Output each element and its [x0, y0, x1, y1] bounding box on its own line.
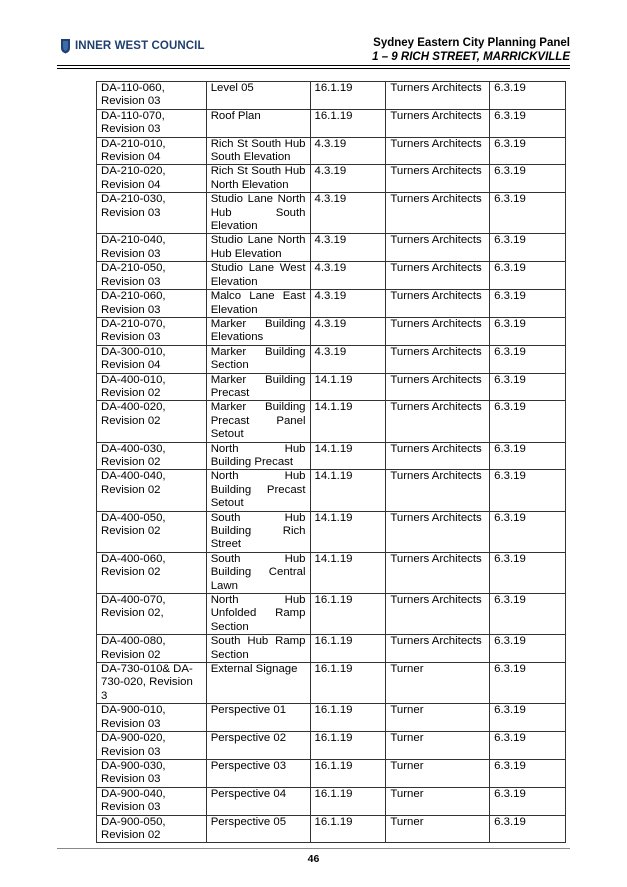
table-row — [97, 732, 566, 760]
plan-number-cell: DA-400-050, Revision 02 — [97, 511, 207, 552]
received-date-cell: 6.3.19 — [490, 704, 566, 732]
received-date-cell: 6.3.19 — [490, 552, 566, 593]
plan-number-cell: DA-900-030, Revision 03 — [97, 759, 207, 787]
received-date-cell: 6.3.19 — [490, 787, 566, 815]
plan-number-cell: DA-110-070, Revision 03 — [97, 109, 207, 137]
plan-date-cell: 14.1.19 — [310, 373, 386, 401]
plan-number-cell: DA-400-070, Revision 02, — [97, 594, 207, 635]
plan-title-cell: Rich St South Hub South Elevation — [206, 137, 310, 165]
table-row — [97, 401, 566, 442]
plan-title-cell: South Hub Building Central Lawn — [206, 552, 310, 593]
author-cell: Turners Architects — [386, 635, 490, 663]
plan-number-cell: DA-210-010, Revision 04 — [97, 137, 207, 165]
received-date-cell: 6.3.19 — [490, 470, 566, 511]
plan-date-cell: 4.3.19 — [310, 317, 386, 345]
table-row — [97, 552, 566, 593]
received-date-cell: 6.3.19 — [490, 594, 566, 635]
plan-title-cell: Level 05 — [206, 82, 310, 110]
author-cell: Turners Architects — [386, 193, 490, 234]
plan-number-cell: DA-210-040, Revision 03 — [97, 234, 207, 262]
plan-title-cell: North Hub Unfolded Ramp Section — [206, 594, 310, 635]
received-date-cell: 6.3.19 — [490, 290, 566, 318]
site-address: 1 – 9 RICH STREET, MARRICKVILLE — [372, 50, 570, 63]
table-row — [97, 82, 566, 110]
table-row — [97, 290, 566, 318]
plan-number-cell: DA-400-080, Revision 02 — [97, 635, 207, 663]
plan-date-cell: 4.3.19 — [310, 193, 386, 234]
plan-title-cell: Rich St South Hub North Elevation — [206, 165, 310, 193]
author-cell: Turners Architects — [386, 373, 490, 401]
plan-date-cell: 14.1.19 — [310, 552, 386, 593]
table-row — [97, 193, 566, 234]
table-row — [97, 511, 566, 552]
author-cell: Turners Architects — [386, 234, 490, 262]
plan-number-cell: DA-900-020, Revision 03 — [97, 732, 207, 760]
plan-date-cell: 14.1.19 — [310, 401, 386, 442]
table-row — [97, 759, 566, 787]
plan-title-cell: North Hub Building Precast Setout — [206, 470, 310, 511]
received-date-cell: 6.3.19 — [490, 511, 566, 552]
author-cell: Turner — [386, 704, 490, 732]
council-emblem-icon — [60, 38, 71, 54]
plan-title-cell: Perspective 01 — [206, 704, 310, 732]
table-row — [97, 345, 566, 373]
table-row — [97, 234, 566, 262]
received-date-cell: 6.3.19 — [490, 663, 566, 704]
received-date-cell: 6.3.19 — [490, 234, 566, 262]
plan-date-cell: 16.1.19 — [310, 759, 386, 787]
plan-number-cell: DA-210-060, Revision 03 — [97, 290, 207, 318]
plan-date-cell: 16.1.19 — [310, 732, 386, 760]
table-row — [97, 635, 566, 663]
plan-date-cell: 4.3.19 — [310, 290, 386, 318]
plan-date-cell: 14.1.19 — [310, 442, 386, 470]
author-cell: Turner — [386, 815, 490, 843]
plan-number-cell: DA-300-010, Revision 04 — [97, 345, 207, 373]
plan-number-cell: DA-400-040, Revision 02 — [97, 470, 207, 511]
plan-title-cell: Marker Building Precast — [206, 373, 310, 401]
received-date-cell: 6.3.19 — [490, 109, 566, 137]
plan-title-cell: Perspective 04 — [206, 787, 310, 815]
received-date-cell: 6.3.19 — [490, 759, 566, 787]
plan-number-cell: DA-400-030, Revision 02 — [97, 442, 207, 470]
table-row — [97, 442, 566, 470]
plan-date-cell: 4.3.19 — [310, 165, 386, 193]
author-cell: Turners Architects — [386, 109, 490, 137]
author-cell: Turners Architects — [386, 442, 490, 470]
table-row — [97, 470, 566, 511]
plan-date-cell: 4.3.19 — [310, 262, 386, 290]
plan-number-cell: DA-210-030, Revision 03 — [97, 193, 207, 234]
received-date-cell: 6.3.19 — [490, 165, 566, 193]
plan-title-cell: Perspective 02 — [206, 732, 310, 760]
plan-number-cell: DA-900-040, Revision 03 — [97, 787, 207, 815]
plan-number-cell: DA-400-020, Revision 02 — [97, 401, 207, 442]
header-rule-thin — [57, 68, 570, 69]
plan-number-cell: DA-210-020, Revision 04 — [97, 165, 207, 193]
plan-title-cell: Studio Lane West Elevation — [206, 262, 310, 290]
plans-table — [96, 81, 566, 843]
plan-title-cell: South Hub Ramp Section — [206, 635, 310, 663]
received-date-cell: 6.3.19 — [490, 373, 566, 401]
author-cell: Turners Architects — [386, 345, 490, 373]
received-date-cell: 6.3.19 — [490, 732, 566, 760]
received-date-cell: 6.3.19 — [490, 193, 566, 234]
plan-date-cell: 4.3.19 — [310, 234, 386, 262]
plan-title-cell: Perspective 05 — [206, 815, 310, 843]
plan-date-cell: 4.3.19 — [310, 345, 386, 373]
author-cell: Turners Architects — [386, 552, 490, 593]
received-date-cell: 6.3.19 — [490, 442, 566, 470]
plan-title-cell: Marker Building Elevations — [206, 317, 310, 345]
table-row — [97, 262, 566, 290]
received-date-cell: 6.3.19 — [490, 82, 566, 110]
plan-title-cell: Perspective 03 — [206, 759, 310, 787]
plan-title-cell: North Hub Building Precast — [206, 442, 310, 470]
logo-text: INNER WEST COUNCIL — [75, 40, 205, 52]
plan-number-cell: DA-730-010& DA-730-020, Revision 3 — [97, 663, 207, 704]
author-cell: Turners Architects — [386, 511, 490, 552]
page-number: 46 — [307, 853, 320, 865]
table-row — [97, 165, 566, 193]
plan-date-cell: 16.1.19 — [310, 704, 386, 732]
plan-date-cell: 16.1.19 — [310, 109, 386, 137]
received-date-cell: 6.3.19 — [490, 137, 566, 165]
plan-title-cell: Studio Lane North Hub Elevation — [206, 234, 310, 262]
plan-title-cell: Malco Lane East Elevation — [206, 290, 310, 318]
table-row — [97, 663, 566, 704]
table-row — [97, 317, 566, 345]
plan-number-cell: DA-900-010, Revision 03 — [97, 704, 207, 732]
author-cell: Turners Architects — [386, 137, 490, 165]
received-date-cell: 6.3.19 — [490, 317, 566, 345]
table-row — [97, 137, 566, 165]
plan-date-cell: 4.3.19 — [310, 137, 386, 165]
plan-number-cell: DA-110-060, Revision 03 — [97, 82, 207, 110]
received-date-cell: 6.3.19 — [490, 815, 566, 843]
plan-title-cell: Marker Building Precast Panel Setout — [206, 401, 310, 442]
author-cell: Turners Architects — [386, 262, 490, 290]
plan-date-cell: 16.1.19 — [310, 594, 386, 635]
plan-date-cell: 16.1.19 — [310, 635, 386, 663]
plan-number-cell: DA-900-050, Revision 02 — [97, 815, 207, 843]
table-row — [97, 704, 566, 732]
author-cell: Turners Architects — [386, 317, 490, 345]
plan-date-cell: 14.1.19 — [310, 470, 386, 511]
author-cell: Turner — [386, 663, 490, 704]
table-row — [97, 787, 566, 815]
table-row — [97, 594, 566, 635]
plans-table-body — [97, 82, 566, 843]
plan-title-cell: Studio Lane North Hub South Elevation — [206, 193, 310, 234]
author-cell: Turners Architects — [386, 470, 490, 511]
header-rule — [57, 65, 570, 66]
plan-title-cell: External Signage — [206, 663, 310, 704]
plan-date-cell: 16.1.19 — [310, 663, 386, 704]
plan-date-cell: 14.1.19 — [310, 511, 386, 552]
document-header — [372, 37, 570, 64]
plan-number-cell: DA-210-070, Revision 03 — [97, 317, 207, 345]
plan-title-cell: Marker Building Section — [206, 345, 310, 373]
received-date-cell: 6.3.19 — [490, 635, 566, 663]
author-cell: Turners Architects — [386, 82, 490, 110]
plan-number-cell: DA-400-060, Revision 02 — [97, 552, 207, 593]
plan-number-cell: DA-210-050, Revision 03 — [97, 262, 207, 290]
plan-title-cell: South Hub Building Rich Street — [206, 511, 310, 552]
author-cell: Turner — [386, 732, 490, 760]
author-cell: Turners Architects — [386, 290, 490, 318]
author-cell: Turners Architects — [386, 165, 490, 193]
received-date-cell: 6.3.19 — [490, 345, 566, 373]
table-row — [97, 373, 566, 401]
received-date-cell: 6.3.19 — [490, 401, 566, 442]
council-logo — [60, 38, 205, 54]
plan-date-cell: 16.1.19 — [310, 82, 386, 110]
footer-rule — [57, 848, 570, 849]
author-cell: Turners Architects — [386, 594, 490, 635]
author-cell: Turners Architects — [386, 401, 490, 442]
table-row — [97, 815, 566, 843]
author-cell: Turner — [386, 787, 490, 815]
plan-date-cell: 16.1.19 — [310, 787, 386, 815]
plan-title-cell: Roof Plan — [206, 109, 310, 137]
author-cell: Turner — [386, 759, 490, 787]
plan-date-cell: 16.1.19 — [310, 815, 386, 843]
plan-number-cell: DA-400-010, Revision 02 — [97, 373, 207, 401]
received-date-cell: 6.3.19 — [490, 262, 566, 290]
table-row — [97, 109, 566, 137]
panel-title: Sydney Eastern City Planning Panel — [373, 37, 570, 49]
